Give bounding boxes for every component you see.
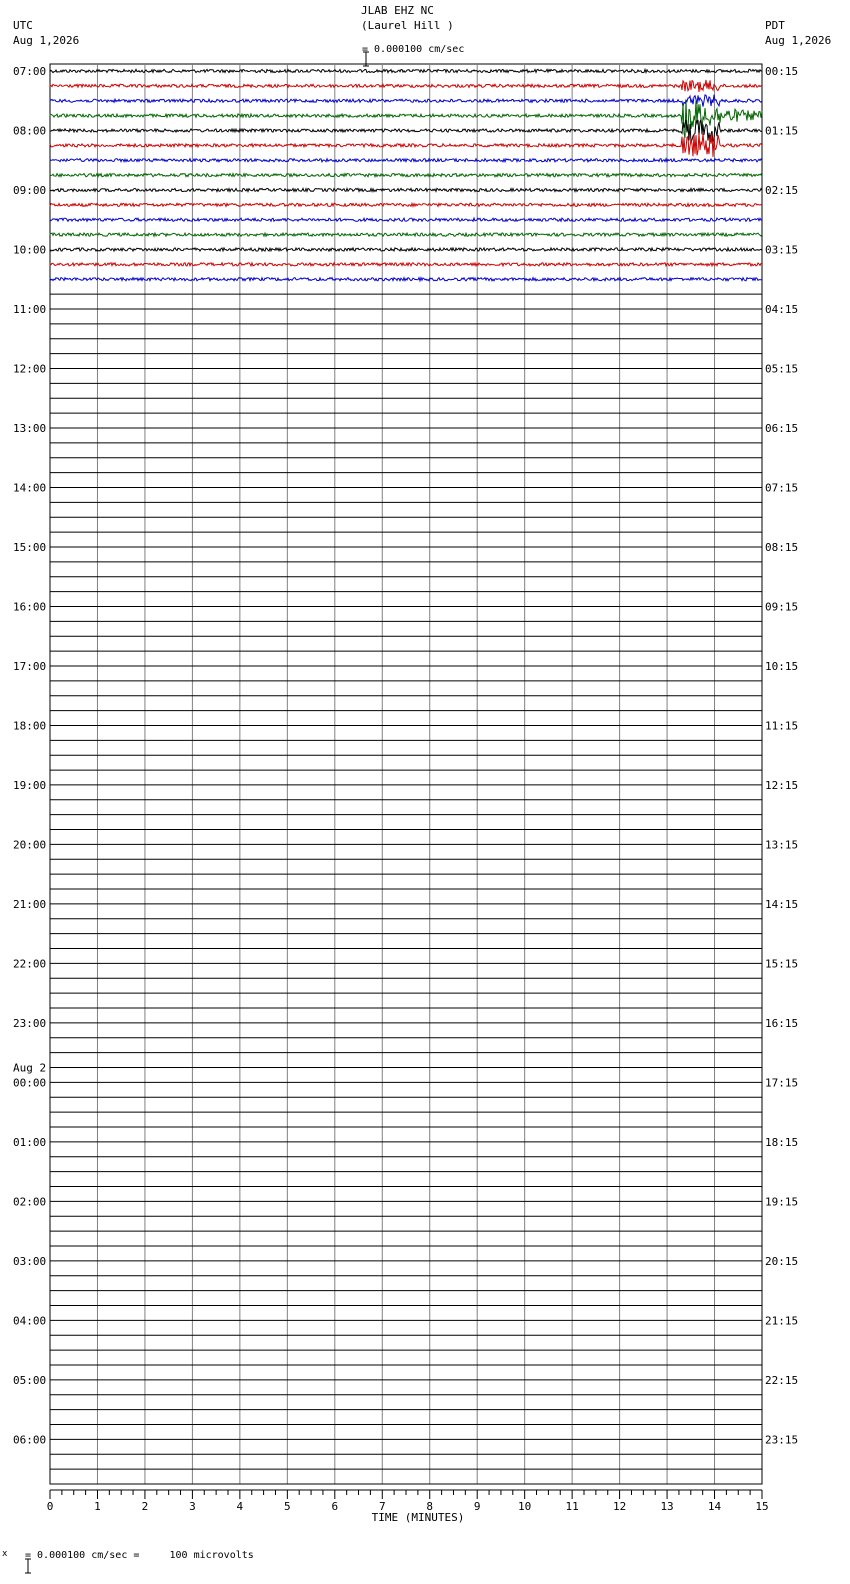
seismic-trace [50,203,762,206]
pdt-hour-label: 03:15 [765,243,799,257]
plot-border [50,64,762,1484]
x-tick-label: 11 [565,1500,579,1513]
left-date: Aug 1,2026 [13,34,80,47]
utc-hour-label: 03:00 [13,1254,47,1268]
right-date: Aug 1,2026 [765,34,832,47]
footer-scale-note: = 0.000100 cm/sec = 100 microvolts [25,1550,254,1561]
utc-hour-label: 19:00 [13,778,47,792]
pdt-hour-label: 18:15 [765,1135,799,1149]
pdt-hour-label: 05:15 [765,362,799,376]
x-tick-label: 3 [189,1500,196,1513]
x-tick-label: 15 [755,1500,769,1513]
pdt-hour-label: 14:15 [765,897,799,911]
footer-scale-bar-icon [11,1545,19,1561]
pdt-hour-label: 19:15 [765,1195,799,1209]
pdt-hour-label: 23:15 [765,1433,799,1447]
x-tick-label: 6 [331,1500,339,1513]
utc-hour-label: 22:00 [13,957,47,971]
utc-hour-label: 16:00 [13,600,47,614]
seismic-trace [50,218,762,221]
x-tick-label: 5 [284,1500,291,1513]
seismic-trace [50,263,762,266]
traces [50,69,762,280]
seismic-trace [50,174,762,177]
seismic-trace [50,100,762,138]
station-title: JLAB EHZ NC [361,4,434,17]
utc-hour-label: 12:00 [13,362,47,376]
x-tick-label: 8 [426,1500,434,1513]
pdt-hour-label: 13:15 [765,838,799,852]
pdt-hour-label: 20:15 [765,1254,799,1268]
utc-hour-label: 09:00 [13,183,47,197]
pdt-hour-label: 07:15 [765,481,799,495]
pdt-hour-label: 02:15 [765,183,799,197]
x-tick-label: 1 [94,1500,101,1513]
location-title: (Laurel Hill ) [361,19,454,32]
utc-hour-label: 11:00 [13,302,47,316]
x-tick-label: 13 [660,1500,674,1513]
x-tick-label: 9 [473,1500,481,1513]
utc-hour-label: 07:00 [13,65,47,78]
x-axis-label: TIME (MINUTES) [371,1511,465,1524]
pdt-hour-label: 16:15 [765,1016,799,1030]
right-timezone: PDT [765,19,785,32]
utc-hour-label: 20:00 [13,838,47,852]
pdt-hour-label: 01:15 [765,124,799,138]
pdt-hour-label: 17:15 [765,1076,799,1090]
scale-label: = 0.000100 cm/sec [362,44,465,55]
utc-hour-label: 05:00 [13,1373,47,1387]
x-tick-label: 12 [612,1500,627,1513]
seismic-trace [50,278,762,281]
utc-hour-label: 06:00 [13,1433,47,1447]
pdt-hour-label: 00:15 [765,65,799,78]
date-change-label: Aug 2 [13,1061,47,1075]
x-tick-label: 4 [236,1500,244,1513]
x-tick-label: 10 [518,1500,532,1513]
utc-hour-label: 23:00 [13,1016,47,1030]
pdt-hour-label: 22:15 [765,1373,799,1387]
pdt-hour-label: 08:15 [765,540,799,554]
pdt-hour-label: 12:15 [765,778,799,792]
seismic-trace [50,188,762,191]
seismic-trace [50,69,762,72]
x-tick-label: 0 [46,1500,54,1513]
seismic-trace [50,233,762,236]
seismic-trace [50,95,762,107]
x-tick-label: 14 [707,1500,722,1513]
utc-hour-label: 10:00 [13,243,47,257]
utc-hour-label: 15:00 [13,540,47,554]
pdt-hour-label: 09:15 [765,600,799,614]
utc-hour-label: 02:00 [13,1195,47,1209]
utc-hour-label: 21:00 [13,897,47,911]
left-timezone: UTC [13,19,33,32]
pdt-hour-label: 04:15 [765,302,799,316]
utc-hour-label: 04:00 [13,1314,47,1328]
utc-hour-label: 00:00 [13,1076,47,1090]
pdt-hour-label: 06:15 [765,421,799,435]
x-tick-label: 2 [141,1500,149,1513]
seismic-trace [50,248,762,251]
pdt-hour-label: 21:15 [765,1314,799,1328]
pdt-hour-label: 10:15 [765,659,799,673]
utc-hour-label: 14:00 [13,481,47,495]
seismic-trace [50,80,762,92]
utc-hour-label: 08:00 [13,124,47,138]
utc-hour-label: 18:00 [13,719,47,733]
pdt-hour-label: 15:15 [765,957,799,971]
seismic-trace [50,134,762,157]
seismic-trace [50,159,762,162]
seismic-trace [50,120,762,143]
x-tick-label: 7 [378,1500,386,1513]
pdt-hour-label: 11:15 [765,719,799,733]
grid [50,64,762,1484]
utc-hour-label: 13:00 [13,421,47,435]
utc-hour-label: 01:00 [13,1135,47,1149]
footer-scale-prefix: x [2,1549,8,1559]
utc-hour-label: 17:00 [13,659,47,673]
